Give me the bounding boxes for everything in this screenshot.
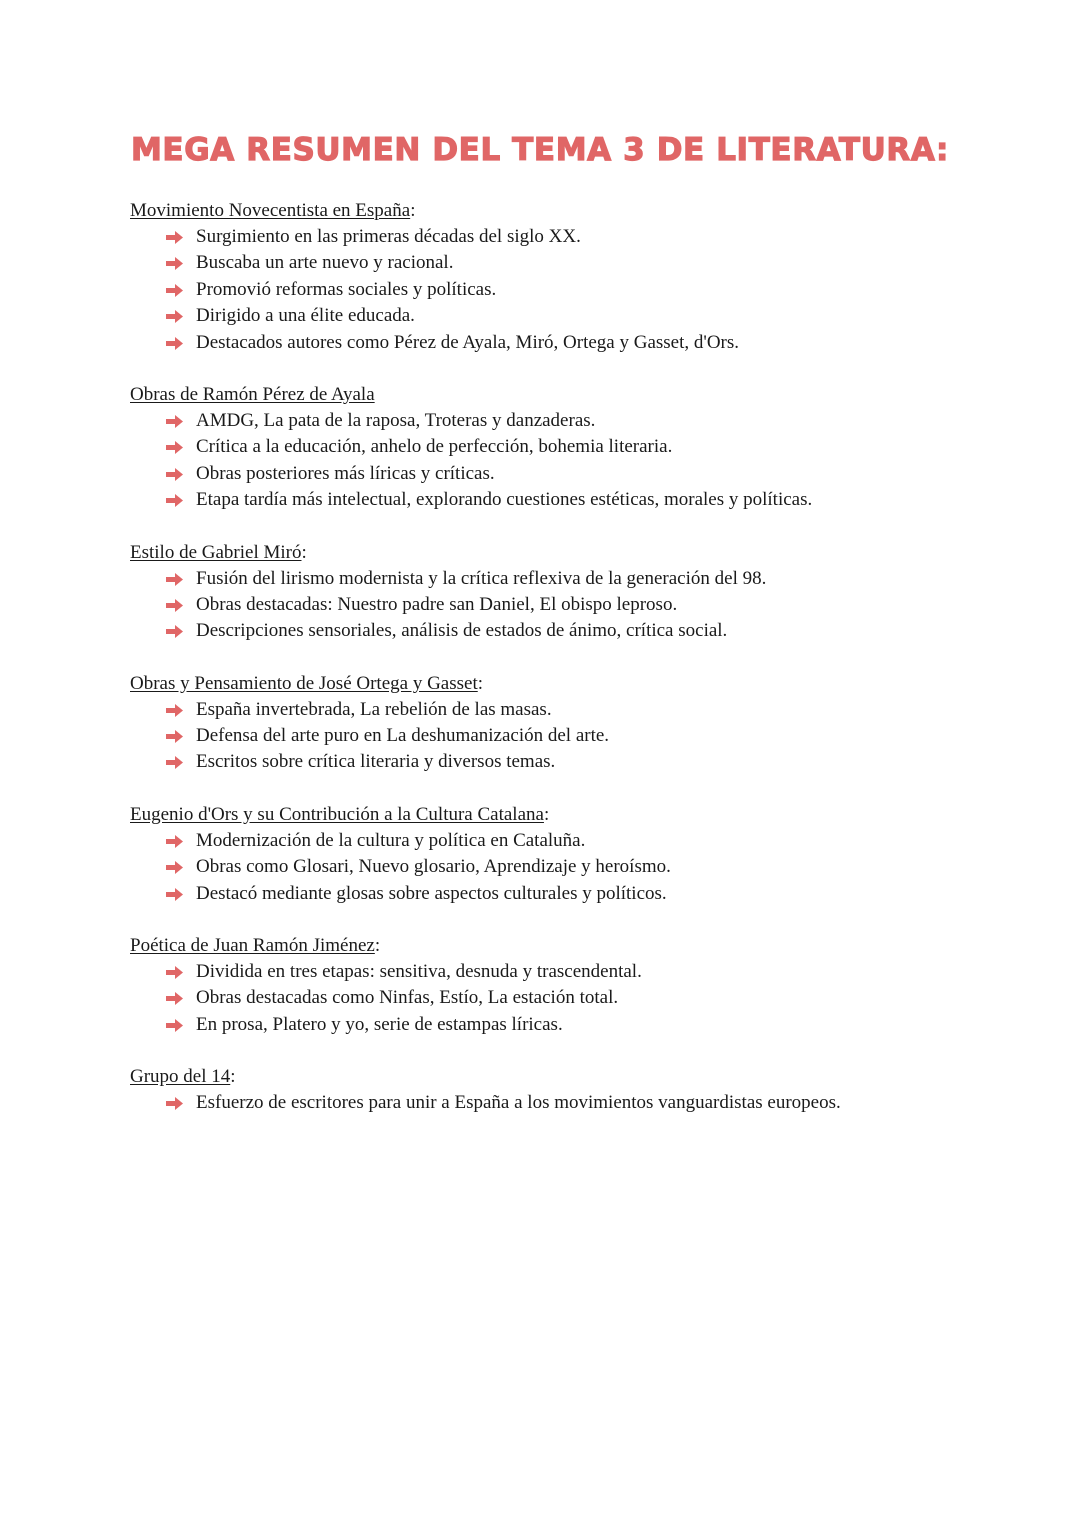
list-item bbox=[166, 303, 950, 329]
list-item-text: Crítica a la educación, anhelo de perfección, bohemia literaria. bbox=[196, 436, 673, 458]
section-heading bbox=[130, 671, 950, 697]
section-heading-text: Movimiento Novecentista en España bbox=[130, 200, 411, 221]
list-item bbox=[166, 881, 950, 907]
list-item bbox=[166, 408, 950, 434]
list-item bbox=[166, 566, 950, 592]
arrow-right-icon bbox=[166, 592, 186, 618]
list-item bbox=[166, 434, 950, 460]
section bbox=[130, 1064, 950, 1116]
bullet-list bbox=[130, 566, 950, 645]
section-heading-suffix: : bbox=[410, 200, 416, 221]
list-item bbox=[166, 985, 950, 1011]
arrow-right-icon bbox=[166, 881, 186, 907]
document-body bbox=[130, 198, 950, 1143]
list-item-text: Descripciones sensoriales, análisis de estados de ánimo, crítica social. bbox=[196, 620, 728, 642]
list-item-text: España invertebrada, La rebelión de las masas. bbox=[196, 698, 552, 720]
list-item bbox=[166, 592, 950, 618]
list-item-text: Defensa del arte puro en La deshumanización del arte. bbox=[196, 725, 610, 747]
arrow-right-icon bbox=[166, 1012, 186, 1038]
list-item-text: Obras como Glosari, Nuevo glosario, Aprendizaje y heroísmo. bbox=[196, 856, 671, 878]
list-item-text: Etapa tardía más intelectual, explorando cuestiones estéticas, morales y políticas. bbox=[196, 489, 813, 511]
section bbox=[130, 540, 950, 645]
bullet-list bbox=[130, 1090, 950, 1116]
arrow-right-icon bbox=[166, 985, 186, 1011]
list-item-text: Obras destacadas: Nuestro padre san Daniel, El obispo leproso. bbox=[196, 593, 678, 615]
list-item-text: Dividida en tres etapas: sensitiva, desnuda y trascendental. bbox=[196, 961, 642, 983]
section bbox=[130, 198, 950, 356]
list-item-text: Obras posteriores más líricas y críticas. bbox=[196, 462, 495, 484]
arrow-right-icon bbox=[166, 618, 186, 644]
bullet-list bbox=[130, 959, 950, 1038]
section-heading-suffix: : bbox=[301, 541, 307, 563]
section-heading-text: Poética de Juan Ramón Jiménez bbox=[130, 935, 375, 957]
section bbox=[130, 933, 950, 1038]
list-item bbox=[166, 854, 950, 880]
section bbox=[130, 382, 950, 514]
arrow-right-icon bbox=[166, 749, 186, 775]
bullet-list bbox=[130, 697, 950, 776]
section-heading-suffix: : bbox=[543, 803, 550, 825]
list-item-text: Esfuerzo de escritores para unir a España a los movimientos vanguardistas europeos. bbox=[196, 1092, 841, 1114]
bullet-list bbox=[130, 828, 950, 907]
arrow-right-icon bbox=[166, 330, 186, 356]
list-item bbox=[166, 959, 950, 985]
section bbox=[130, 802, 950, 907]
arrow-right-icon bbox=[166, 277, 186, 303]
section bbox=[130, 671, 950, 776]
list-item-text: Promovió reformas sociales y políticas. bbox=[196, 278, 497, 300]
list-item bbox=[166, 723, 950, 749]
list-item bbox=[166, 277, 950, 303]
list-item bbox=[166, 250, 950, 276]
list-item-text: Modernización de la cultura y política en Cataluña. bbox=[196, 829, 586, 851]
arrow-right-icon bbox=[166, 303, 186, 329]
bullet-list bbox=[130, 224, 950, 356]
section-heading bbox=[130, 933, 950, 959]
list-item bbox=[166, 697, 950, 723]
list-item-text: Buscaba un arte nuevo y racional. bbox=[196, 252, 454, 274]
list-item bbox=[166, 1090, 950, 1116]
arrow-right-icon bbox=[166, 828, 186, 854]
arrow-right-icon bbox=[166, 723, 186, 749]
list-item-text: Destacó mediante glosas sobre aspectos culturales y políticos. bbox=[196, 882, 667, 904]
list-item-text: Surgimiento en las primeras décadas del siglo XX. bbox=[196, 226, 581, 247]
list-item-text: En prosa, Platero y yo, serie de estampas líricas. bbox=[196, 1013, 563, 1035]
list-item bbox=[166, 487, 950, 513]
list-item-text: Obras destacadas como Ninfas, Estío, La estación total. bbox=[196, 987, 619, 1009]
list-item bbox=[166, 828, 950, 854]
list-item-text: Fusión del lirismo modernista y la crítica reflexiva de la generación del 98. bbox=[196, 567, 767, 589]
section-heading-suffix: : bbox=[230, 1066, 236, 1088]
section-heading bbox=[130, 802, 950, 828]
section-heading-text: Grupo del 14 bbox=[130, 1066, 231, 1088]
list-item bbox=[166, 461, 950, 487]
section-heading bbox=[130, 1064, 950, 1090]
arrow-right-icon bbox=[166, 224, 186, 250]
list-item-text: Escritos sobre crítica literaria y diversos temas. bbox=[196, 751, 556, 773]
list-item bbox=[166, 1012, 950, 1038]
section-heading-suffix: : bbox=[374, 935, 381, 957]
list-item bbox=[166, 618, 950, 644]
list-item-text: Destacados autores como Pérez de Ayala, Miró, Ortega y Gasset, d'Ors. bbox=[196, 331, 740, 353]
arrow-right-icon bbox=[166, 408, 186, 434]
section-heading-text: Obras y Pensamiento de José Ortega y Gasset bbox=[130, 672, 478, 694]
list-item-text: AMDG, La pata de la raposa, Troteras y danzaderas. bbox=[196, 409, 596, 431]
list-item bbox=[166, 749, 950, 775]
arrow-right-icon bbox=[166, 434, 186, 460]
arrow-right-icon bbox=[166, 959, 186, 985]
bullet-list bbox=[130, 408, 950, 514]
arrow-right-icon bbox=[166, 487, 186, 513]
section-heading-text: Obras de Ramón Pérez de Ayala bbox=[130, 383, 375, 405]
section-heading-text: Eugenio d'Ors y su Contribución a la Cultura Catalana bbox=[130, 803, 544, 825]
arrow-right-icon bbox=[166, 1090, 186, 1116]
arrow-right-icon bbox=[166, 566, 186, 592]
section-heading bbox=[130, 198, 950, 224]
list-item bbox=[166, 330, 950, 356]
section-heading bbox=[130, 382, 950, 408]
section-heading bbox=[130, 540, 950, 566]
section-heading-text: Estilo de Gabriel Miró bbox=[130, 541, 302, 563]
page-title: MEGA RESUMEN DEL TEMA 3 DE LITERATURA: bbox=[130, 132, 950, 168]
arrow-right-icon bbox=[166, 461, 186, 487]
arrow-right-icon bbox=[166, 250, 186, 276]
section-heading-suffix: : bbox=[477, 672, 484, 694]
arrow-right-icon bbox=[166, 697, 186, 723]
list-item-text: Dirigido a una élite educada. bbox=[196, 305, 415, 327]
list-item bbox=[166, 224, 950, 250]
arrow-right-icon bbox=[166, 854, 186, 880]
